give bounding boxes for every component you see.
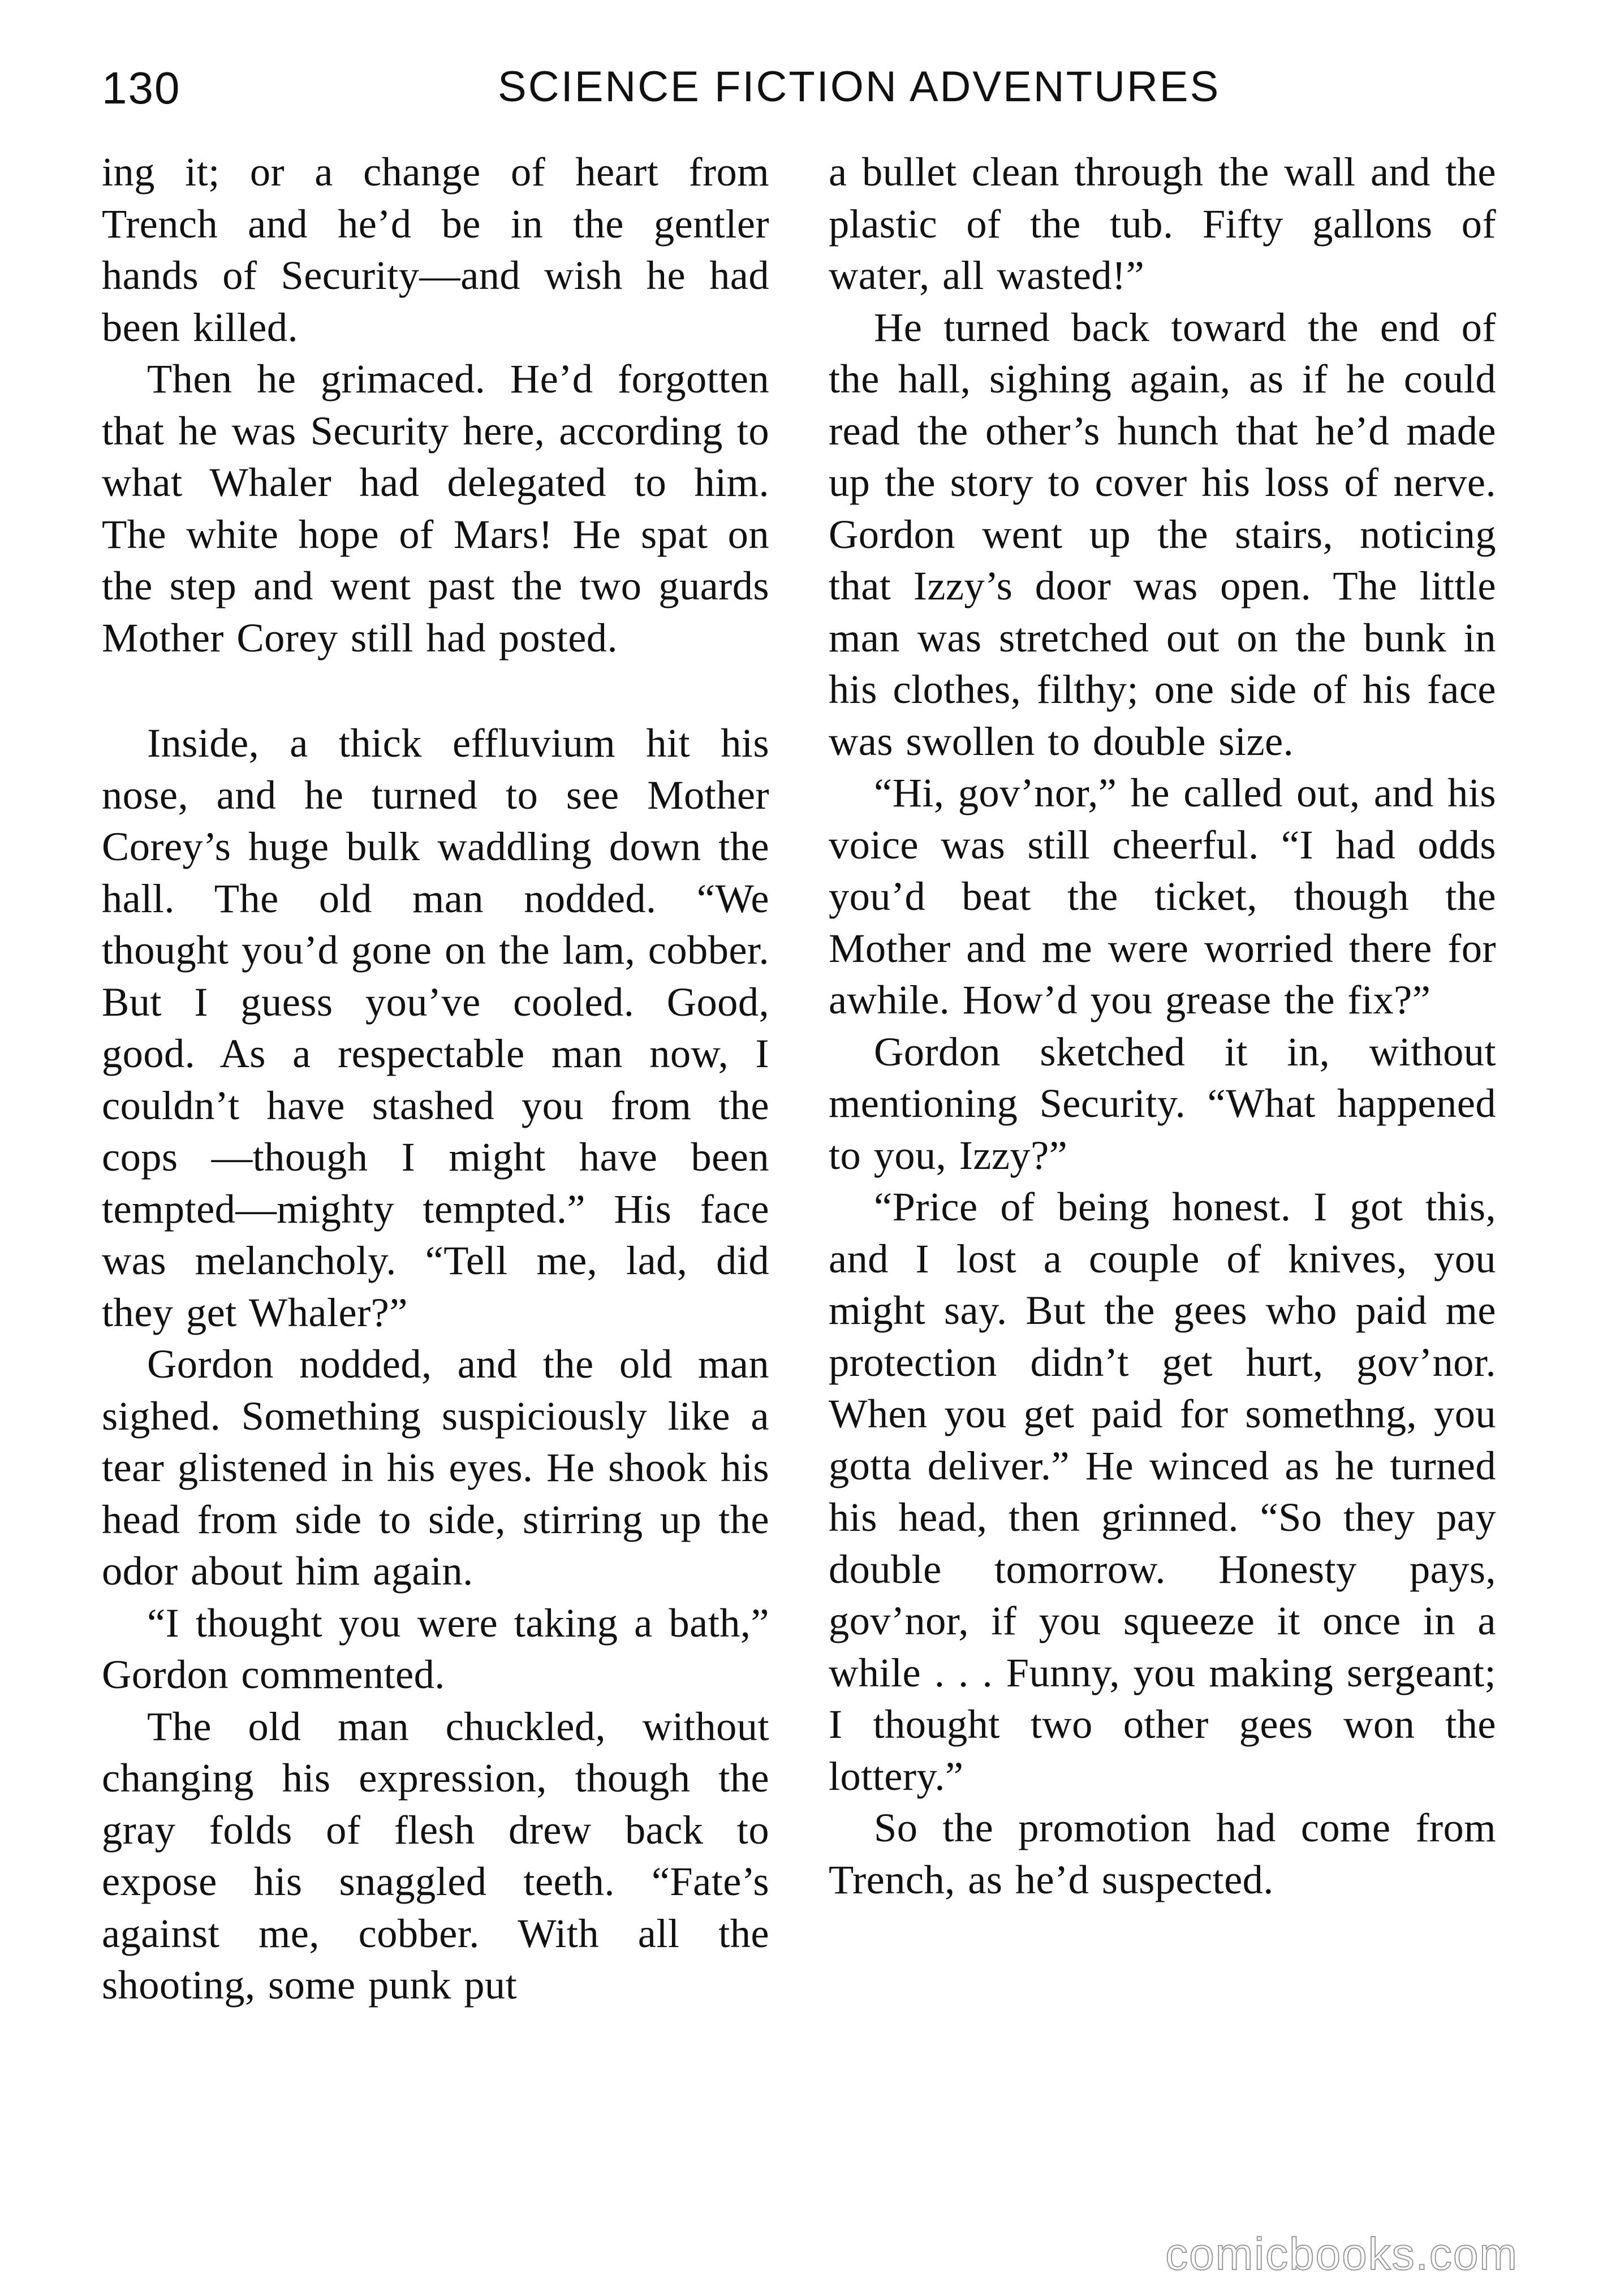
running-head: SCIENCE FICTION ADVENTURES [498,63,1221,111]
paragraph: So the promotion had come from Trench, as he’d suspected. [829,1805,1496,1902]
paragraph: Inside, a thick effluvium hit his nose, and he turned to see Mother Corey’s huge bulk waddling down the hall. The old man nodded. “We thought you’d gone on the lam, cobber. But I guess you’ve cooled. Good, good. As a respectable man now, I couldn’t have stashed you from the cops —though I might have been tempted—mighty tempted.” His face was melancholy. “Tell me, lad, did they get Whaler?” [102,720,769,1335]
paragraph: Gordon sketched it in, without mentioning Security. “What happened to you, Izzy?” [829,1028,1496,1178]
paragraph: ing it; or a change of heart from Trench and he’d be in the gentler hands of Security—and wish he had been killed. [102,149,769,350]
paragraph: Then he grimaced. He’d forgotten that he was Security here, according to what Whaler had delegated to him. The white hope of Mars! He spat on the step and went past the two guards Mother Corey still had posted. [102,356,769,661]
paragraph: Gordon nodded, and the old man sighed. Something suspiciously like a tear glistened in his eyes. He shook his head from side to side, stirring up the odor about him again. [102,1341,769,1594]
page-number: 130 [102,63,181,113]
paragraph: He turned back toward the end of the hall, sighing again, as if he could read the other’s hunch that he’d made up the story to cover his loss of nerve. Gordon went up the stairs, noticing that Izzy’s door was open. The little man was stretched out on the bunk in his clothes, filthy; one side of his face was swollen to double size. [829,304,1496,764]
left-column [102,146,769,2011]
watermark: comicbooks.com [1165,2229,1518,2279]
page-header [102,62,1510,130]
paragraph: “Price of being honest. I got this, and I lost a couple of knives, you might say. But the gees who paid me protection didn’t get hurt, gov’nor. When you get paid for somethng, you gotta deliver.” He winced as he turned his head, then grinned. “So they pay double tomorrow. Honesty pays, gov’nor, if you squeeze it once in a while . . . Funny, you making sergeant; I thought two other gees won the lottery.” [829,1184,1496,1799]
paragraph: The old man chuckled, without changing his expression, though the gray folds of flesh drew back to expose his snaggled teeth. “Fate’s against me, cobber. With all the shooting, some punk put [102,1703,769,2008]
paragraph: “I thought you were taking a bath,” Gordon commented. [102,1599,769,1697]
paragraph: “Hi, gov’nor,” he called out, and his voice was still cheerful. “I had odds you’d beat the ticket, though the Mother and me were worried there for awhile. How’d you grease the fix?” [829,770,1496,1022]
paragraph: a bullet clean through the wall and the plastic of the tub. Fifty gallons of water, all wasted!” [829,149,1496,298]
right-column [829,146,1496,1905]
